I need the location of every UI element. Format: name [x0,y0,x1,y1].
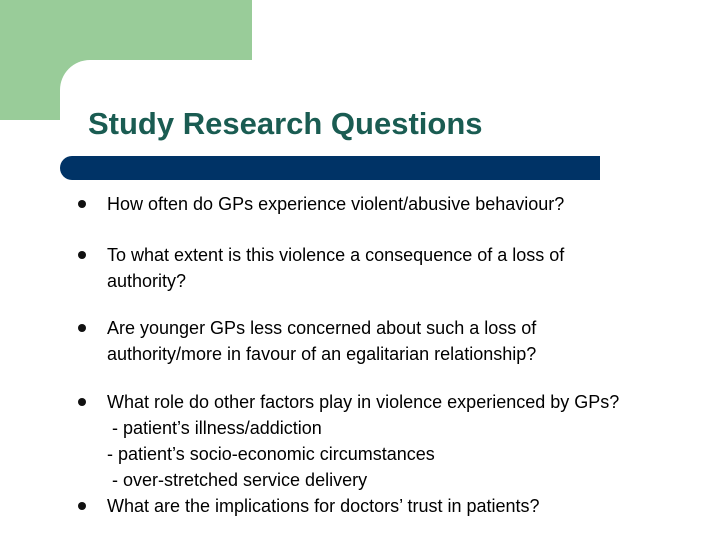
title-underline-bar [60,156,600,180]
bullet-text: How often do GPs experience violent/abusive behaviour? [107,194,565,214]
bullet-text: What role do other factors play in violence experienced by GPs? - patient’s illness/addiction - patient’s socio-economic circumstances - over-stretched service delivery [107,392,620,490]
bullet-icon [78,398,86,406]
bullet-icon [78,502,86,510]
bullet-icon [78,200,86,208]
bullet-text: What are the implications for doctors’ trust in patients? [107,496,540,516]
slide-title: Study Research Questions [88,106,483,141]
bullet-text: To what extent is this violence a consequence of a loss of authority? [107,245,565,291]
bullet-icon [78,324,86,332]
bullet-text: Are younger GPs less concerned about such a loss of authority/more in favour of an egalitarian relationship? [107,318,537,364]
bullet-icon [78,251,86,259]
